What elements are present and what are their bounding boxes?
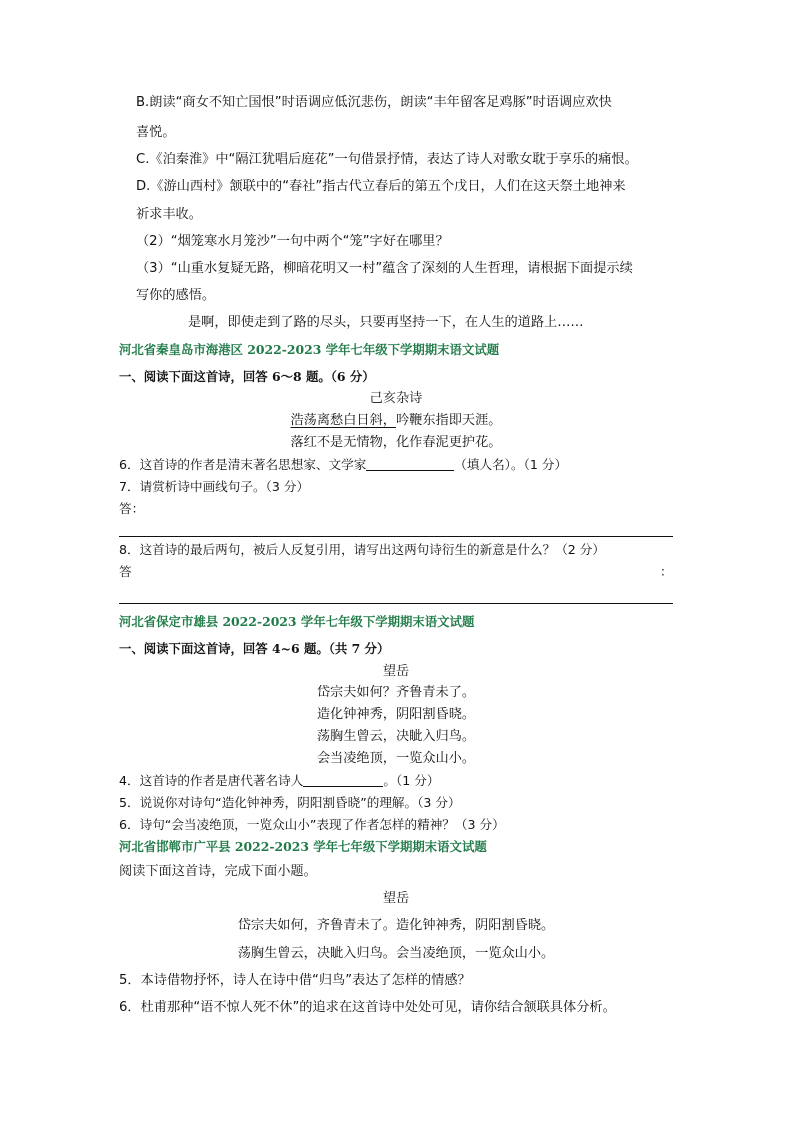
section-heading-guangping: 河北省邯郸市广平县 2022-2023 学年七年级下学期期末语文试题: [119, 839, 487, 854]
answer-label-2: 答: [119, 564, 132, 579]
poem-stanza-1: 岱宗夫如何，齐鲁青未了。造化钟神秀，阴阳割昏晓。: [237, 918, 555, 933]
answer-colon: ：: [660, 564, 673, 579]
question-6-text: 6．这首诗的作者是清末著名思想家、文学家: [119, 457, 367, 472]
question-6-suffix: （填人名）。（1 分）: [454, 457, 568, 472]
underlined-verse: 浩荡离愁白日斜，: [290, 413, 396, 428]
option-b-line2: 喜悦。: [136, 125, 176, 140]
question-6b: 6．诗句“会当凌绝顶，一览众山小”表现了作者怎样的精神？（3 分）: [119, 817, 505, 832]
poem-verse-1: 岱宗夫如何？齐鲁青未了。: [316, 685, 476, 700]
poem-title-2: 望岳: [382, 664, 410, 679]
question-5: 5．说说你对诗句“造化钟神秀，阴阳割昏晓”的理解。（3 分）: [119, 795, 461, 810]
instruction: 一、阅读下面这首诗，回答 6～8 题。（6 分）: [119, 369, 375, 384]
option-d-line2: 祈求丰收。: [136, 207, 202, 222]
question-3-line2: 写你的感悟。: [136, 288, 216, 303]
question-4: [119, 771, 439, 791]
question-4-suffix: 。（1 分）: [383, 773, 440, 788]
section-heading-qinhuangdao: 河北省秦皇岛市海港区 2022-2023 学年七年级下学期期末语文试题: [119, 342, 500, 357]
option-b-line1: B.朗读“商女不知亡国恨”时语调应低沉悲伤，朗读“丰年留客足鸡豚”时语调应欢快: [136, 95, 612, 110]
question-4-text: 4．这首诗的作者是唐代著名诗人: [119, 773, 304, 788]
poem-verse-3: 荡胸生曾云，决眦入归鸟。: [316, 729, 476, 744]
answer-line-2[interactable]: [119, 603, 673, 604]
writing-prompt: 是啊，即使走到了路的尽头，只要再坚持一下，在人生的道路上……: [188, 315, 584, 330]
answer-blank[interactable]: [366, 456, 454, 471]
question-5b: 5．本诗借物抒怀，诗人在诗中借“归鸟”表达了怎样的情感？: [119, 973, 471, 988]
poem-title-3: 望岳: [382, 891, 410, 906]
question-3-line1: （3）“山重水复疑无路，柳暗花明又一村”蕴含了深刻的人生哲理，请根据下面提示续: [136, 261, 633, 276]
instruction-3: 阅读下面这首诗，完成下面小题。: [119, 864, 317, 879]
poem-line-2: 落红不是无情物，化作春泥更护花。: [290, 435, 502, 450]
poem-line-1: [119, 411, 673, 431]
answer-label: 答：: [119, 501, 145, 516]
question-6: [119, 455, 567, 475]
poem-verse-4: 会当凌绝顶，一览众山小。: [316, 751, 476, 766]
option-c: C.《泊秦淮》中“隔江犹唱后庭花”一句借景抒情，表达了诗人对歌女耽于享乐的痛恨。: [136, 152, 638, 167]
question-7: 7．请赏析诗中画线句子。（3 分）: [119, 479, 310, 494]
question-2: （2）“烟笼寒水月笼沙”一句中两个“笼”字好在哪里？: [136, 234, 449, 249]
option-d-line1: D.《游山西村》颔联中的“春社”指古代立春后的第五个戊日，人们在这天祭土地神来: [136, 179, 626, 194]
verse-rest: 吟鞭东指即天涯。: [396, 413, 502, 428]
question-8: 8．这首诗的最后两句，被后人反复引用，请写出这两句诗衍生的新意是什么？（2 分）: [119, 542, 605, 557]
answer-blank-2[interactable]: [303, 772, 383, 787]
answer-line[interactable]: [119, 536, 673, 537]
poem-verse-2: 造化钟神秀，阴阳割昏晓。: [316, 707, 476, 722]
section-heading-xiongxian: 河北省保定市雄县 2022-2023 学年七年级下学期期末语文试题: [119, 614, 475, 629]
question-6c: 6．杜甫那种“语不惊人死不休”的追求在这首诗中处处可见，请你结合颔联具体分析。: [119, 1000, 616, 1015]
instruction-2: 一、阅读下面这首诗，回答 4~6 题。（共 7 分）: [119, 641, 390, 656]
poem-title: 己亥杂诗: [369, 391, 423, 406]
poem-stanza-2: 荡胸生曾云，决眦入归鸟。会当凌绝顶，一览众山小。: [237, 946, 555, 961]
